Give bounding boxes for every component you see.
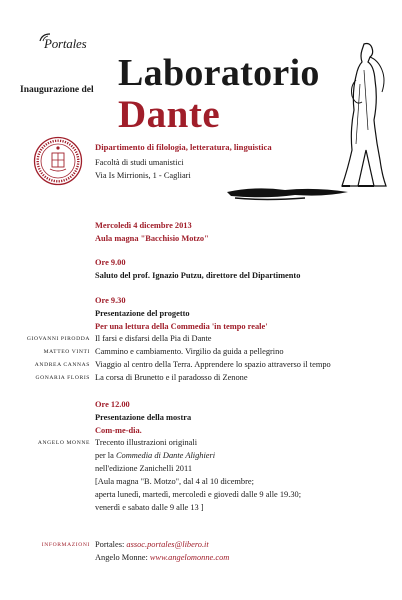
dante-figure-illustration — [334, 40, 389, 190]
info-monne-prefix: Angelo Monne: — [95, 553, 148, 562]
exhibition-line: Trecento illustrazioni originali — [95, 438, 198, 447]
speaker-name: ANDREA CANNAS — [34, 362, 90, 368]
project-subtitle: Per una lettura della Commedia 'in tempo reale' — [95, 322, 268, 331]
info-portales-prefix: Portales: — [95, 540, 125, 549]
time-9-00: Ore 9.00 — [95, 258, 126, 267]
exhibition-speaker: ANGELO MONNE — [37, 440, 90, 446]
exhibition-subtitle: Com-me-dia. — [95, 426, 142, 435]
exhibition-heading: Presentazione della mostra — [95, 413, 192, 422]
speaker-name: GIOVANNI PIRODDA — [26, 336, 90, 342]
info-label: INFORMAZIONI — [41, 542, 90, 548]
inauguration-label: Inaugurazione del — [20, 85, 94, 95]
time-9-30: Ore 9.30 — [95, 296, 126, 305]
exhibition-line: aperta lunedì, martedì, mercoledì e giovedì dalle 9 alle 19.30; — [95, 490, 302, 499]
talk-title: Il farsi e disfarsi della Pia di Dante — [95, 334, 212, 343]
exhibition-line: nell'edizione Zanichelli 2011 — [95, 464, 193, 473]
talk-title: Cammino e cambiamento. Virgilio da guida a pellegrino — [95, 347, 284, 356]
speaker-name: MATTEO VINTI — [43, 349, 90, 355]
exhibition-line: venerdì e sabato dalle 9 alle 13 ] — [95, 503, 204, 512]
title-dante: Dante — [118, 93, 221, 136]
university-seal-icon — [33, 136, 83, 186]
monne-website-link[interactable]: www.angelomonne.com — [149, 553, 230, 562]
portales-logo: Portales — [44, 36, 87, 51]
portales-email-link[interactable]: assoc.portales@libero.it — [126, 540, 209, 549]
commedia-title: Commedia di Dante Alighieri — [115, 451, 216, 460]
exhibition-line: [Aula magna "B. Motzo", dal 4 al 10 dicembre; — [95, 477, 254, 486]
brush-stroke-decoration — [225, 183, 350, 203]
time-12-00: Ore 12.00 — [95, 400, 130, 409]
address: Via Is Mirrionis, 1 - Cagliari — [95, 171, 191, 180]
talk-title: La corsa di Brunetto e il paradosso di Zenone — [95, 373, 248, 382]
speaker-name: GONARIA FLORIS — [35, 375, 90, 381]
faculty-name: Facoltà di studi umanistici — [95, 158, 184, 167]
department-name: Dipartimento di filologia, letteratura, linguistica — [95, 142, 272, 152]
project-heading: Presentazione del progetto — [95, 309, 190, 318]
title-laboratorio: Laboratorio — [118, 52, 320, 94]
event-date: Mercoledì 4 dicembre 2013 — [95, 221, 192, 230]
info-line-monne — [95, 552, 229, 565]
welcome-line: Saluto del prof. Ignazio Putzu, direttore del Dipartimento — [95, 271, 301, 280]
info-line-portales — [95, 539, 209, 552]
exhibition-line-prefix: per la — [95, 451, 114, 460]
event-venue: Aula magna "Bacchisio Motzo" — [95, 234, 209, 243]
talk-title: Viaggio al centro della Terra. Apprendere lo spazio attraverso il tempo — [95, 360, 331, 369]
exhibition-line — [95, 450, 215, 463]
